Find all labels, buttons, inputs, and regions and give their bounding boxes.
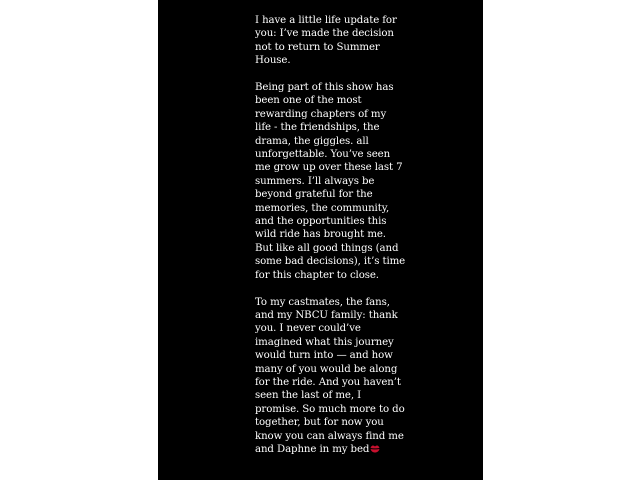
story-paragraph [255,14,405,68]
story-line-text: But like all good things (and [255,242,399,254]
story-line-text: would turn into — and how [255,350,393,362]
story-line [255,54,405,67]
story-line [255,242,405,255]
story-line [255,228,405,241]
story-line-text: and Daphne in my bed [255,443,370,455]
story-line [255,121,405,134]
story-line [255,27,405,40]
story-line [255,135,405,148]
story-line-text: together, but for now you [255,417,384,429]
story-line-text: many of you would be along [255,363,398,375]
story-line [255,215,405,228]
story-line-text: drama, the giggles. all [255,135,369,147]
story-line-text: life - the friendships, the [255,122,380,134]
story-line [255,430,405,443]
story-line [255,161,405,174]
story-line-text: for the ride. And you haven’t [255,376,401,388]
story-line [255,269,405,282]
story-line [255,14,405,27]
story-line [255,389,405,402]
story-line [255,41,405,54]
story-line-text: I have a little life update for [255,15,397,26]
story-line [255,443,405,456]
story-line-text: unforgettable. You’ve seen [255,149,391,161]
story-line-text: for this chapter to close. [255,269,379,281]
story-text [255,14,405,456]
story-line [255,363,405,376]
story-line [255,108,405,121]
story-line-text: imagined what this journey [255,336,394,348]
story-line-text: some bad decisions), it’s time [255,256,406,268]
story-line [255,336,405,349]
story-line [255,322,405,335]
story-line [255,403,405,416]
story-line-text: you. I never could’ve [255,323,361,335]
story-line-text: you: I’ve made the decision [255,28,394,40]
story-line [255,416,405,429]
story-line [255,175,405,188]
story-line-text: wild ride has brought me. [255,229,386,241]
story-line [255,202,405,215]
story-line-text: summers. I’ll always be [255,175,375,187]
story-line-text: not to return to Summer [255,41,380,53]
story-line-text: been one of the most [255,95,362,107]
story-line [255,188,405,201]
story-line-text: and the opportunities this [255,216,387,228]
story-line [255,148,405,161]
story-panel [158,0,483,480]
kiss-mark-icon [370,444,380,453]
story-paragraph [255,81,405,282]
story-line [255,309,405,322]
story-line [255,349,405,362]
story-line-text: House. [255,55,291,67]
story-line-text: To my castmates, the fans, [255,296,390,308]
story-line-text: rewarding chapters of my [255,108,387,120]
story-line [255,255,405,268]
story-line-text: Being part of this show has [255,82,394,94]
story-line-text: know you can always find me [255,430,404,442]
story-paragraph [255,296,405,457]
story-line [255,376,405,389]
story-line-text: seen the last of me, I [255,390,362,402]
story-line [255,81,405,94]
story-line [255,296,405,309]
story-line-text: and my NBCU family: thank [255,309,398,321]
story-line-text: me grow up over these last 7 [255,162,403,174]
story-line-text: memories, the community, [255,202,390,214]
story-line-text: promise. So much more to do [255,403,405,415]
story-line [255,94,405,107]
story-line-text: beyond grateful for the [255,189,373,201]
